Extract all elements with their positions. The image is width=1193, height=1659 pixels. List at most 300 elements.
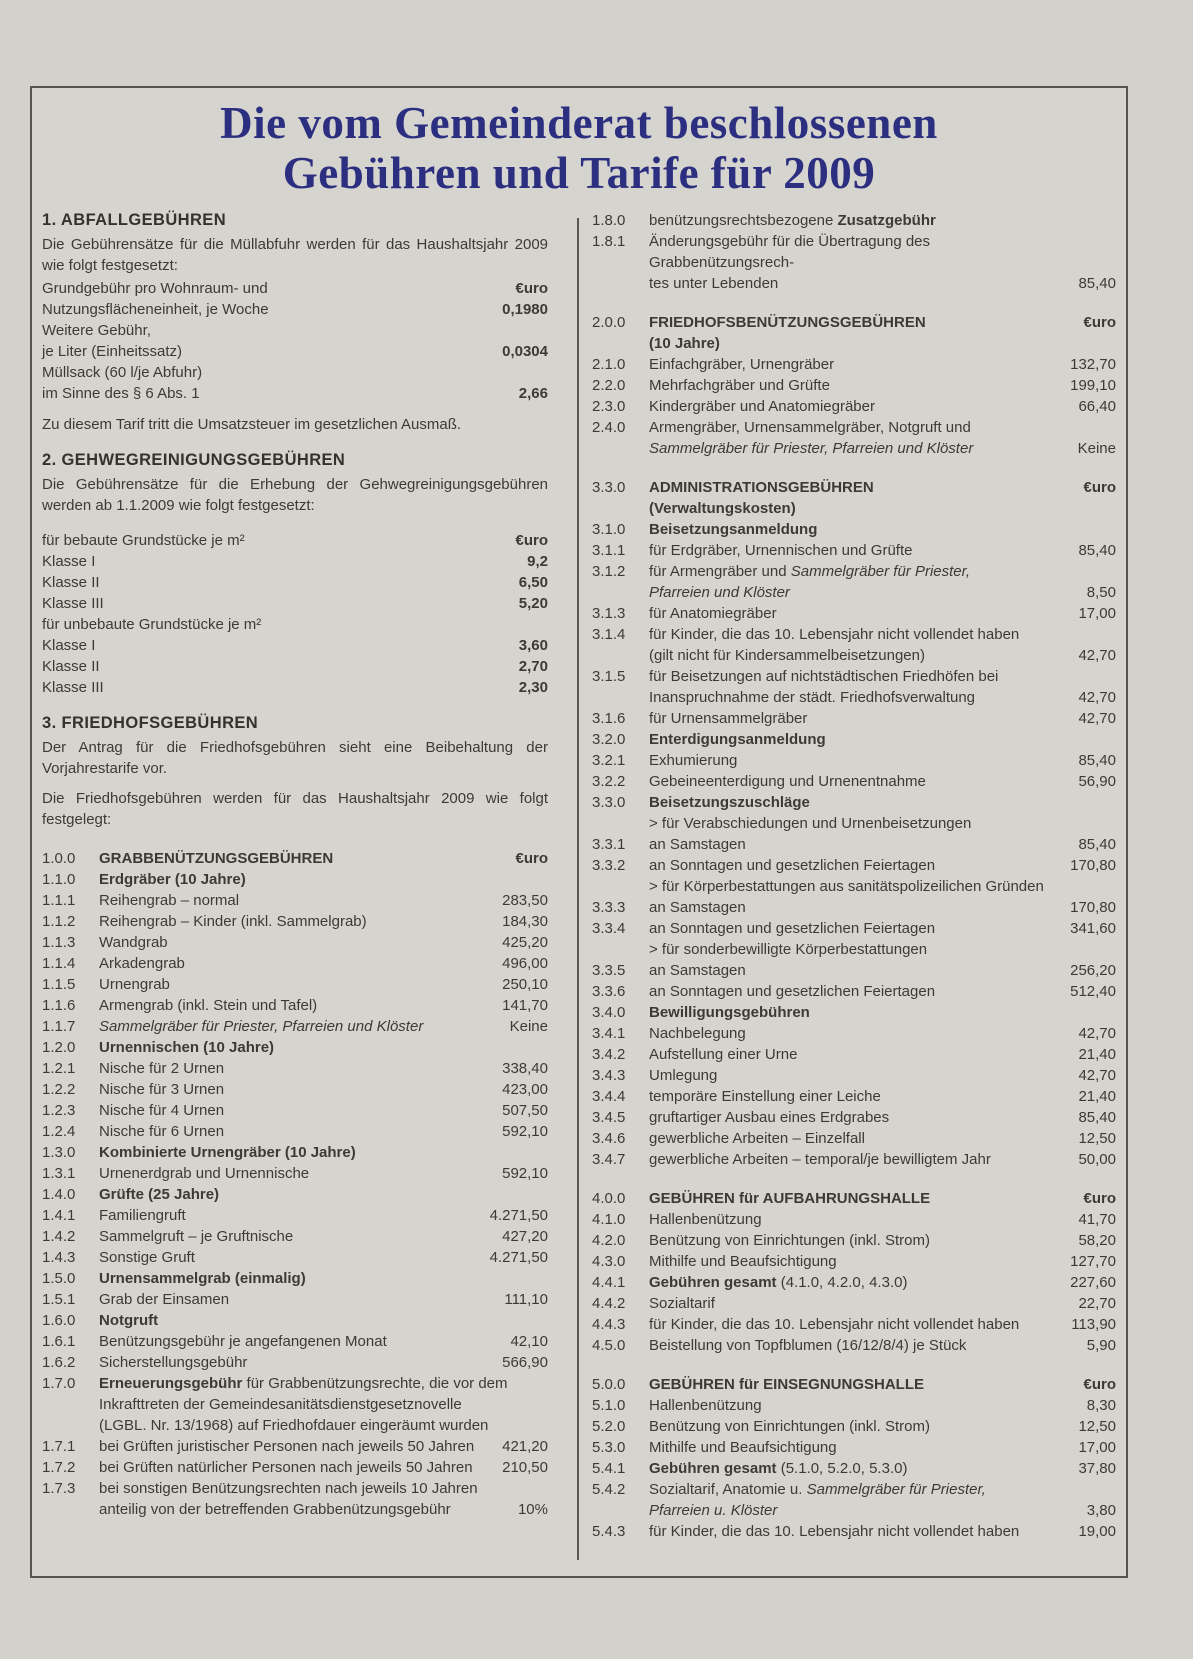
fee-value: 85,40 — [1078, 752, 1116, 769]
fee-code: 5.0.0 — [592, 1376, 626, 1393]
fee-code: 5.4.2 — [592, 1481, 626, 1498]
fee-label-segment: an Sonntagen und gesetzlichen Feiertagen — [649, 983, 936, 1000]
fee-label-segment: Mithilfe und Beaufsichtigung — [649, 1439, 837, 1456]
fee-label — [649, 1416, 1072, 1437]
fee-row — [42, 1373, 548, 1436]
fee-code: 1.7.2 — [42, 1459, 76, 1476]
fee-row — [42, 953, 548, 974]
fee-value: 21,40 — [1078, 1088, 1116, 1105]
fee-label — [649, 396, 1072, 417]
fee-code: 1.0.0 — [42, 850, 76, 867]
fee-row — [592, 477, 1116, 519]
fee-label-segment: anteilig von der betreffenden Grabbenützungsgebühr — [99, 1501, 451, 1518]
fee-label-segment: (5.1.0, 5.2.0, 5.3.0) — [776, 1460, 908, 1477]
fee-label-segment: für Kinder, die das 10. Lebensjahr nicht vollendet haben — [649, 1523, 1020, 1540]
section-2-heading: 2. GEHWEGREINIGUNGSGEBÜHREN — [42, 451, 346, 469]
fee-code: 1.1.6 — [42, 997, 76, 1014]
fee-value: 210,50 — [502, 1459, 548, 1476]
fee-code: 3.3.0 — [592, 794, 626, 811]
fee-row — [42, 1268, 548, 1289]
fee-row — [592, 1479, 1116, 1521]
fee-line — [42, 299, 548, 320]
fee-row — [592, 396, 1116, 417]
fee-row — [42, 1436, 548, 1457]
fee-code: 3.1.6 — [592, 710, 626, 727]
fee-code: 4.2.0 — [592, 1232, 626, 1249]
fee-label — [649, 918, 1064, 939]
fee-row — [42, 911, 548, 932]
fee-value: €uro — [515, 850, 548, 867]
fee-code: 1.1.3 — [42, 934, 76, 951]
fee-row — [592, 1209, 1116, 1230]
section-1-heading: 1. ABFALLGEBÜHREN — [42, 211, 227, 229]
fee-value: 425,20 — [502, 934, 548, 951]
fee-row — [42, 1016, 548, 1037]
fee-code: 2.1.0 — [592, 356, 626, 373]
fee-label-segment: Urnenerdgrab und Urnennische — [99, 1165, 310, 1182]
fee-row — [592, 918, 1116, 939]
fee-label-segment: Nische für 3 Urnen — [99, 1081, 225, 1098]
fee-label-segment: Sammelgruft – je Gruftnische — [99, 1228, 294, 1245]
fee-code: 1.3.0 — [42, 1144, 76, 1161]
fee-label — [649, 1065, 1072, 1086]
fee-value: 42,70 — [1078, 710, 1116, 727]
fee-label — [649, 1437, 1072, 1458]
fee-row — [592, 603, 1116, 624]
column-divider — [577, 218, 579, 1560]
page-title-line2: Gebühren und Tarife für 2009 — [282, 148, 876, 198]
fee-label-segment: Kombinierte Urnengräber (10 Jahre) — [99, 1144, 356, 1161]
fee-label-segment: für Erdgräber, Urnennischen und Grüfte — [649, 542, 913, 559]
fee-row — [42, 1142, 548, 1163]
fee-code: 3.3.0 — [592, 479, 626, 496]
fee-value: €uro — [1083, 479, 1116, 496]
fee-value: 42,70 — [1078, 1025, 1116, 1042]
fee-row — [592, 561, 1116, 603]
fee-label — [649, 897, 1064, 918]
fee-code: 3.4.6 — [592, 1130, 626, 1147]
fee-row — [592, 708, 1116, 729]
fee-row — [42, 1331, 548, 1352]
fee-label-segment: für Armengräber und — [649, 563, 791, 580]
fee-label — [649, 1044, 1072, 1065]
fee-label-segment: Hallenbenützung — [649, 1397, 762, 1414]
fee-label — [649, 1128, 1072, 1149]
fee-value: 423,00 — [502, 1081, 548, 1098]
fee-label-segment: für Urnensammelgräber — [649, 710, 808, 727]
fee-value: 37,80 — [1078, 1460, 1116, 1477]
fee-value: 42,70 — [1078, 647, 1116, 664]
fee-value: 42,10 — [510, 1333, 548, 1350]
fee-value: 141,70 — [502, 997, 548, 1014]
fee-label — [649, 561, 1081, 603]
fee-label-segment: GEBÜHREN für EINSEGNUNGSHALLE — [649, 1376, 925, 1393]
fee-row — [592, 1437, 1116, 1458]
fee-label — [649, 939, 1116, 960]
fee-code: 1.7.3 — [42, 1480, 76, 1497]
fee-label — [649, 750, 1072, 771]
fee-value: 592,10 — [502, 1165, 548, 1182]
fee-label-segment: Inkrafttreten der Gemeindesanitätsdienstgesetznovelle — [99, 1396, 462, 1413]
fee-code: 1.2.1 — [42, 1060, 76, 1077]
cemetery-fee-table — [592, 210, 1116, 1542]
fee-label-segment: an Samstagen — [649, 836, 746, 853]
fee-label-segment: Sonstige Gruft — [99, 1249, 195, 1266]
fee-line — [42, 551, 548, 572]
fee-code: 3.1.2 — [592, 563, 626, 580]
fee-label-segment: für Grabbenützungsrechte, die vor dem — [242, 1375, 508, 1392]
fee-label-segment: Benützung von Einrichtungen (inkl. Strom) — [649, 1232, 930, 1249]
fee-row — [592, 1314, 1116, 1335]
fee-line-value: 2,30 — [518, 679, 548, 696]
fee-row — [42, 1352, 548, 1373]
fee-label — [99, 848, 509, 869]
fee-code: 4.4.1 — [592, 1274, 626, 1291]
fee-label-segment: bei Grüften natürlicher Personen nach jeweils 50 Jahren — [99, 1459, 473, 1476]
fee-value: 19,00 — [1078, 1523, 1116, 1540]
fee-label — [649, 813, 1116, 834]
fee-label-segment: an Samstagen — [649, 962, 746, 979]
fee-row — [592, 897, 1116, 918]
fee-row — [42, 1226, 548, 1247]
fee-label-segment: Aufstellung einer Urne — [649, 1046, 798, 1063]
fee-line-label: Nutzungsflächeneinheit, je Woche — [42, 301, 269, 318]
fee-row — [592, 1416, 1116, 1437]
fee-label — [649, 1002, 1116, 1023]
fee-label — [649, 1188, 1077, 1209]
fee-label — [99, 1268, 548, 1289]
fee-label — [99, 1436, 496, 1457]
section-1-note: Zu diesem Tarif tritt die Umsatzsteuer im gesetzlichen Ausmaß. — [42, 416, 462, 433]
fee-line-value: 2,66 — [518, 385, 548, 402]
fee-code: 3.1.0 — [592, 521, 626, 538]
fee-code: 1.1.4 — [42, 955, 76, 972]
fee-row — [42, 890, 548, 911]
fee-row — [42, 995, 548, 1016]
fee-code: 1.2.3 — [42, 1102, 76, 1119]
content-frame — [30, 86, 1128, 1578]
fee-code: 4.3.0 — [592, 1253, 626, 1270]
fee-line-label: Klasse I — [42, 553, 96, 570]
fee-label — [99, 1163, 496, 1184]
fee-label — [649, 1314, 1065, 1335]
fee-label-segment: (4.1.0, 4.2.0, 4.3.0) — [776, 1274, 908, 1291]
fee-label-segment: Sammelgräber für Priester, Pfarreien und Klöster — [99, 1018, 424, 1035]
fee-label-segment: tes unter Lebenden — [649, 275, 779, 292]
fee-row — [42, 974, 548, 995]
fee-value: 132,70 — [1070, 356, 1116, 373]
fee-value: 113,90 — [1071, 1316, 1116, 1333]
fee-line-label: Klasse II — [42, 574, 100, 591]
fee-line-value: 6,50 — [518, 574, 548, 591]
section-3-intro1: Der Antrag für die Friedhofsgebühren sieht eine Beibehaltung der Vorjahrestarife vor. — [42, 739, 548, 777]
fee-label — [649, 1374, 1077, 1395]
fee-value: 66,40 — [1078, 398, 1116, 415]
fee-label — [649, 1458, 1072, 1479]
fee-label-segment: Hallenbenützung — [649, 1211, 762, 1228]
fee-code: 5.4.3 — [592, 1523, 626, 1540]
fee-label — [99, 974, 496, 995]
fee-value: 283,50 — [502, 892, 548, 909]
fee-code: 2.0.0 — [592, 314, 626, 331]
fee-label — [649, 876, 1116, 897]
fee-value: 507,50 — [502, 1102, 548, 1119]
fee-label-segment: Sammelgräber für Priester, — [806, 1481, 986, 1498]
fee-label — [99, 995, 496, 1016]
fee-label-segment: Benützung von Einrichtungen (inkl. Strom) — [649, 1418, 930, 1435]
fee-label-segment: an Sonntagen und gesetzlichen Feiertagen — [649, 857, 936, 874]
fee-label — [649, 1293, 1072, 1314]
fee-label-segment: Grab der Einsamen — [99, 1291, 230, 1308]
fee-label-segment: Pfarreien und Klöster — [649, 584, 790, 601]
fee-line — [42, 341, 548, 362]
fee-label — [649, 354, 1064, 375]
fee-label — [99, 1016, 504, 1037]
fee-label-segment: gewerbliche Arbeiten – temporal/je bewilligtem Jahr — [649, 1151, 991, 1168]
fee-label-segment: Exhumierung — [649, 752, 738, 769]
fee-label-segment: benützungsrechtsbezogene — [649, 212, 838, 229]
section-3-intro2: Die Friedhofsgebühren werden für das Haushaltsjahr 2009 wie folgt festgelegt: — [42, 790, 548, 828]
fee-code: 3.2.0 — [592, 731, 626, 748]
fee-row — [592, 960, 1116, 981]
fee-code: 3.2.2 — [592, 773, 626, 790]
fee-code: 1.7.0 — [42, 1375, 76, 1392]
fee-label — [99, 1289, 498, 1310]
fee-code: 2.4.0 — [592, 419, 626, 436]
fee-row — [592, 834, 1116, 855]
fee-line-label: Müllsack (60 l/je Abfuhr) — [42, 364, 203, 381]
fee-value: 4.271,50 — [489, 1207, 548, 1224]
fee-value: 111,10 — [504, 1291, 548, 1308]
fee-label-segment: Nische für 4 Urnen — [99, 1102, 225, 1119]
fee-label — [99, 869, 548, 890]
fee-label-segment: für Anatomiegräber — [649, 605, 777, 622]
fee-code — [592, 939, 649, 960]
fee-value: Keine — [1077, 440, 1116, 457]
fee-label — [649, 417, 1072, 459]
section-2-intro: Die Gebührensätze für die Erhebung der Gehwegreinigungsgebühren werden ab 1.1.2009 wie folgt festgesetzt: — [42, 476, 548, 514]
fee-value: 3,80 — [1086, 1502, 1116, 1519]
fee-label — [99, 1331, 504, 1352]
fee-row — [592, 1065, 1116, 1086]
fee-code: 3.3.6 — [592, 983, 626, 1000]
fee-label-segment: > für Körperbestattungen aus sanitätspolizeilichen Gründen — [649, 878, 1044, 895]
fee-label-segment: Gebeineenterdigung und Urnenentnahme — [649, 773, 926, 790]
fee-row — [592, 750, 1116, 771]
fee-code: 3.2.1 — [592, 752, 626, 769]
fee-label-segment: für Kinder, die das 10. Lebensjahr nicht vollendet haben — [649, 626, 1020, 643]
fee-label — [649, 1335, 1081, 1356]
fee-line-label: Klasse III — [42, 595, 104, 612]
fee-label-segment: bei Grüften juristischer Personen nach jeweils 50 Jahren — [99, 1438, 475, 1455]
fee-label-segment: (gilt nicht für Kindersammelbeisetzungen) — [649, 647, 925, 664]
fee-label — [99, 1058, 496, 1079]
fee-label — [99, 1457, 496, 1478]
fee-row — [592, 939, 1116, 960]
fee-label — [649, 624, 1072, 666]
fee-label-segment: Einfachgräber, Urnengräber — [649, 356, 835, 373]
fee-label-segment: Nachbelegung — [649, 1025, 746, 1042]
fee-label-segment: Inanspruchnahme der städt. Friedhofsverwaltung — [649, 689, 976, 706]
fee-row — [42, 1058, 548, 1079]
fee-code: 1.8.0 — [592, 212, 626, 229]
fee-row — [42, 1457, 548, 1478]
section-1-intro: Die Gebührensätze für die Müllabfuhr werden für das Haushaltsjahr 2009 wie folgt festgesetzt: — [42, 236, 548, 274]
fee-code: 3.4.5 — [592, 1109, 626, 1126]
fee-line-value: €uro — [515, 532, 548, 549]
grave-fee-table — [42, 848, 548, 1520]
fee-label — [649, 375, 1064, 396]
fee-value: 56,90 — [1078, 773, 1116, 790]
fee-code: 5.3.0 — [592, 1439, 626, 1456]
fee-line-label: Klasse III — [42, 679, 104, 696]
fee-value: 592,10 — [502, 1123, 548, 1140]
fee-value: 341,60 — [1070, 920, 1116, 937]
fee-label-segment: Sozialtarif, Anatomie u. — [649, 1481, 807, 1498]
fee-value: 250,10 — [502, 976, 548, 993]
fee-row — [592, 1086, 1116, 1107]
fee-row — [42, 869, 548, 890]
fee-label — [649, 1107, 1072, 1128]
fee-row — [592, 519, 1116, 540]
fee-label-segment: Sammelgräber für Priester, Pfarreien und Klöster — [649, 440, 974, 457]
fee-code: 1.4.2 — [42, 1228, 76, 1245]
fee-label — [649, 312, 1077, 354]
fee-value: 12,50 — [1078, 1418, 1116, 1435]
fee-row — [592, 771, 1116, 792]
fee-label-segment: für Kinder, die das 10. Lebensjahr nicht vollendet haben — [649, 1316, 1020, 1333]
fee-row — [592, 312, 1116, 354]
fee-value: 512,40 — [1070, 983, 1116, 1000]
fee-code: 1.1.5 — [42, 976, 76, 993]
fee-label-segment: FRIEDHOFSBENÜTZUNGSGEBÜHREN — [649, 314, 926, 331]
fee-line — [42, 572, 548, 593]
fee-label — [99, 1121, 496, 1142]
fee-code: 4.4.3 — [592, 1316, 626, 1333]
fee-code: 3.4.1 — [592, 1025, 626, 1042]
fee-label — [99, 911, 496, 932]
fee-code: 1.5.0 — [42, 1270, 76, 1287]
fee-label-segment: Gebühren gesamt — [649, 1460, 777, 1477]
fee-label — [99, 1310, 548, 1331]
fee-label-segment: Armengrab (inkl. Stein und Tafel) — [99, 997, 318, 1014]
fee-row — [42, 1037, 548, 1058]
fee-row — [592, 624, 1116, 666]
left-column — [42, 210, 548, 1520]
fee-line — [42, 278, 548, 299]
fee-label — [649, 1149, 1072, 1170]
fee-line — [42, 635, 548, 656]
fee-label — [99, 1079, 496, 1100]
fee-line — [42, 320, 548, 341]
waste-fee-lines — [42, 278, 548, 404]
fee-label — [99, 1100, 496, 1121]
fee-value: 41,70 — [1078, 1211, 1116, 1228]
fee-value: €uro — [1083, 1190, 1116, 1207]
fee-value: 85,40 — [1078, 275, 1116, 292]
fee-label-segment: Sammelgräber für Priester, — [790, 563, 970, 580]
fee-label-segment: für Beisetzungen auf nichtstädtischen Friedhöfen bei — [649, 668, 999, 685]
fee-value: 8,50 — [1086, 584, 1116, 601]
fee-code: 3.3.4 — [592, 920, 626, 937]
fee-label-segment: Pfarreien u. Klöster — [649, 1502, 778, 1519]
fee-value: 421,20 — [502, 1438, 548, 1455]
fee-line-value: €uro — [515, 280, 548, 297]
fee-label-segment: > für sonderbewilligte Körperbestattungen — [649, 941, 928, 958]
fee-value: 58,20 — [1078, 1232, 1116, 1249]
fee-code: 3.1.3 — [592, 605, 626, 622]
fee-label-segment: an Samstagen — [649, 899, 746, 916]
fee-label — [649, 540, 1072, 561]
fee-label-segment: an Sonntagen und gesetzlichen Feiertagen — [649, 920, 936, 937]
fee-code: 1.3.1 — [42, 1165, 76, 1182]
fee-row — [592, 1335, 1116, 1356]
fee-line — [42, 677, 548, 698]
fee-value: 17,00 — [1078, 605, 1116, 622]
fee-row — [592, 855, 1116, 876]
fee-label — [99, 1352, 496, 1373]
fee-value: 85,40 — [1078, 1109, 1116, 1126]
fee-label-segment: Sozialtarif — [649, 1295, 715, 1312]
fee-label-segment: bei sonstigen Benützungsrechten nach jeweils 10 Jahren — [99, 1480, 478, 1497]
fee-row — [592, 981, 1116, 1002]
fee-label-segment: Beistellung von Topfblumen (16/12/8/4) je Stück — [649, 1337, 967, 1354]
fee-label-segment: Urnennischen (10 Jahre) — [99, 1039, 275, 1056]
fee-label — [649, 834, 1072, 855]
fee-row — [42, 1121, 548, 1142]
fee-label-segment: Beisetzungszuschläge — [649, 794, 810, 811]
fee-label — [99, 953, 496, 974]
fee-code: 3.3.3 — [592, 899, 626, 916]
fee-label-segment: Reihengrab – normal — [99, 892, 240, 909]
fee-code: 1.6.2 — [42, 1354, 76, 1371]
fee-row — [592, 375, 1116, 396]
fee-row — [592, 876, 1116, 897]
fee-line-label: im Sinne des § 6 Abs. 1 — [42, 385, 200, 402]
fee-code: 1.4.0 — [42, 1186, 76, 1203]
fee-label — [649, 603, 1072, 624]
fee-line-label: für unbebaute Grundstücke je m² — [42, 616, 262, 633]
fee-code: 3.4.7 — [592, 1151, 626, 1168]
fee-row — [592, 417, 1116, 459]
fee-code: 3.3.5 — [592, 962, 626, 979]
fee-label-segment: Familiengruft — [99, 1207, 186, 1224]
fee-row — [592, 231, 1116, 294]
fee-code: 5.2.0 — [592, 1418, 626, 1435]
fee-code — [592, 813, 649, 834]
fee-line-value: 0,1980 — [502, 301, 548, 318]
fee-value: 4.271,50 — [489, 1249, 548, 1266]
fee-label — [99, 1142, 548, 1163]
fee-label-segment: Umlegung — [649, 1067, 718, 1084]
fee-label-segment: Wandgrab — [99, 934, 168, 951]
fee-line-value: 0,0304 — [502, 343, 548, 360]
fee-label-segment: Nische für 6 Urnen — [99, 1123, 225, 1140]
fee-label-segment: Sicherstellungsgebühr — [99, 1354, 248, 1371]
fee-line-label: Grundgebühr pro Wohnraum- und — [42, 280, 268, 297]
page-title-line1: Die vom Gemeinderat beschlossenen — [220, 98, 938, 148]
fee-row — [592, 1458, 1116, 1479]
fee-value: 170,80 — [1070, 899, 1116, 916]
fee-code: 1.8.1 — [592, 233, 626, 250]
fee-code: 1.1.1 — [42, 892, 76, 909]
fee-label — [649, 960, 1064, 981]
fee-label — [649, 855, 1064, 876]
fee-value: 427,20 — [502, 1228, 548, 1245]
fee-value: 127,70 — [1070, 1253, 1116, 1270]
fee-row — [42, 1163, 548, 1184]
fee-value: 22,70 — [1078, 1295, 1116, 1312]
